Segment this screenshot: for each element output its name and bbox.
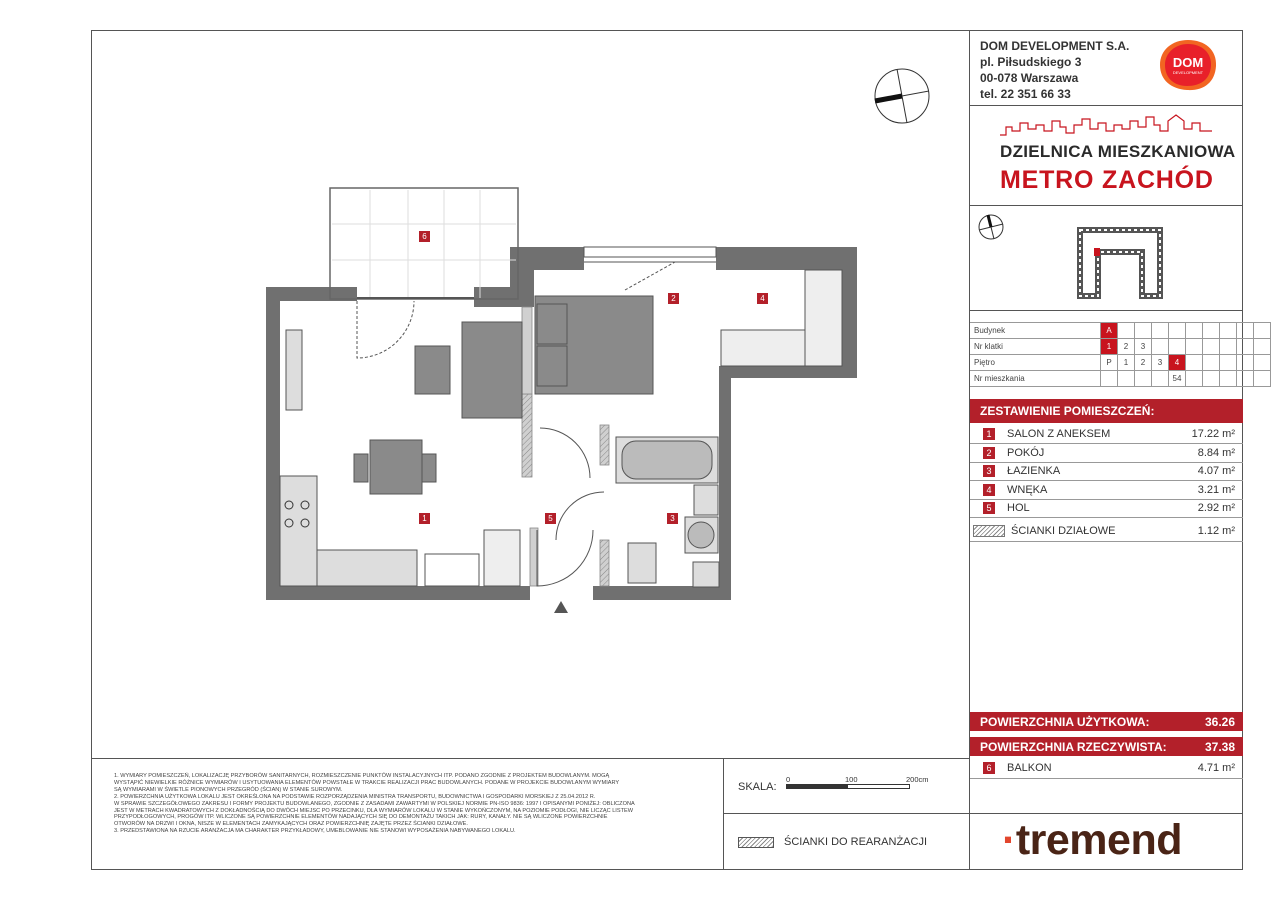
room-name: POKÓJ — [1007, 446, 1045, 459]
info-row-label: Nr klatki — [970, 339, 1101, 355]
info-cell: 3 — [1135, 339, 1152, 355]
balcony-num: 6 — [983, 762, 995, 774]
scale-tick-200: 200cm — [906, 775, 929, 784]
info-cell: A — [1101, 323, 1118, 339]
room-name: SALON Z ANEKSEM — [1007, 428, 1111, 440]
wardrobe-niche — [721, 330, 807, 366]
info-cell: 1 — [1118, 355, 1135, 371]
washing-machine-drum — [688, 522, 714, 548]
wall — [474, 287, 534, 307]
fridge — [425, 554, 479, 586]
room-area: 4.07 m² — [1197, 465, 1235, 478]
kitchen-counter — [280, 476, 317, 586]
balcony-area: 4.71 m² — [1197, 762, 1235, 774]
hall-wardrobe — [484, 530, 520, 586]
pillow — [537, 304, 567, 344]
wall — [716, 247, 857, 270]
rearrangement-label: ŚCIANKI DO REARANŻACJI — [784, 836, 928, 848]
room-num: 5 — [983, 502, 995, 514]
logo-text-dom: DOM — [1172, 55, 1204, 70]
room-name: WNĘKA — [1007, 483, 1048, 496]
note-line: PRZYPODŁOGOWYCH, PROGÓW ITP. WLICZONE SĄ POWIERZCHNIE ELEMENTÓW NADAJĄCYCH SIĘ DO DEMONTAŻU TAKICH JAK: RURY, KANAŁY. NIE SĄ WLICZONE POWIERZCHNIE — [114, 814, 608, 821]
tremend-dot: · — [1002, 816, 1016, 864]
sofa — [462, 322, 522, 418]
info-cell: 4 — [1169, 355, 1186, 371]
tremend-text: tremend — [1015, 816, 1182, 864]
entrance-marker — [554, 601, 568, 613]
chair — [354, 454, 368, 482]
balcony — [330, 188, 518, 299]
scale-label: SKALA: — [738, 781, 777, 793]
plan-label-3: 3 — [667, 513, 678, 524]
wall — [266, 287, 280, 600]
bathtub-basin — [622, 441, 712, 479]
project-line1: DZIELNICA MIESZKANIOWA — [1000, 142, 1236, 161]
plan-label-4: 4 — [757, 293, 768, 304]
wall — [593, 586, 721, 600]
note-line: SĄ WYMIARAMI W ŚWIETLE PIONOWYCH PRZEGRÓD (ŚCIAN) W STANIE SUROWYM. — [114, 786, 343, 793]
partitions-name: ŚCIANKI DZIAŁOWE — [1011, 525, 1116, 537]
partitions-area: 1.12 m² — [1197, 525, 1235, 537]
room-name: HOL — [1007, 502, 1030, 515]
info-cell: P — [1101, 355, 1118, 371]
info-cell: 2 — [1118, 339, 1135, 355]
plan-label-6: 6 — [419, 231, 430, 242]
info-row-label: Budynek — [970, 323, 1101, 339]
dining-table — [370, 440, 422, 494]
room-num: 2 — [983, 447, 995, 459]
info-row-label: Nr mieszkania — [970, 371, 1101, 387]
room-name: ŁAZIENKA — [1007, 465, 1061, 478]
info-cell: 1 — [1101, 339, 1118, 355]
company-address1: pl. Piłsudskiego 3 — [980, 55, 1082, 69]
note-line: 2. POWIERZCHNIA UŻYTKOWA LOKALU JEST OKREŚLONA NA PODSTAWIE ROZPORZĄDZENIA MINISTRA TRANSPORTU, BUDOWNICTWA I GOSPODARKI MORSKIEJ Z 25.04.2012 R. — [114, 793, 596, 800]
info-row-label: Piętro — [970, 355, 1101, 371]
rooms-header: ZESTAWIENIE POMIESZCZEŃ: — [970, 399, 1243, 423]
toilet — [628, 543, 656, 583]
chair — [422, 454, 436, 482]
note-line: OTWORÓW NA DRZWI I OKNA, NISZE W ELEMENTACH ZAMYKAJĄCYCH ORAZ POWIERZCHNIĘ ZAJĘTE PRZEZ ŚCIANKI DZIAŁOWE. — [114, 821, 468, 828]
logo-text-development: DEVELOPMENT — [1172, 70, 1204, 75]
project-line2: METRO ZACHÓD — [1000, 166, 1214, 194]
note-line: W SPRAWIE SZCZEGÓŁOWEGO ZAKRESU I FORMY PROJEKTU BUDOWLANEGO, ZGODNIE Z ZASADAMI ZAWARTYMI W POLSKIEJ NORMIE PN-ISO 9836: 1997 I OPISANYMI PONIŻEJ: OBLICZONA — [114, 800, 635, 807]
actual-area-label: POWIERZCHNIA RZECZYWISTA: — [980, 740, 1167, 754]
room-num: 4 — [983, 484, 995, 496]
usable-area-value: 36.26 — [1204, 715, 1235, 729]
note-line: WYSTĄPIĆ NIEWIELKIE RÓŻNICE WYMIARÓW I USYTUOWANIA ELEMENTÓW POWSTAŁE W TRAKCIE REALIZACJI PRAC BUDOWLANYCH. PODANE W PROJEKCIE BUDOWLANYM WYMIARY — [114, 779, 620, 786]
info-cell: 3 — [1152, 355, 1169, 371]
room-area: 17.22 m² — [1191, 428, 1235, 440]
room-num: 3 — [983, 465, 995, 477]
pillow — [537, 346, 567, 386]
wardrobe-niche-side — [805, 270, 842, 366]
room-area: 3.21 m² — [1197, 483, 1235, 496]
scale-tick-0: 0 — [786, 775, 791, 784]
note-line: JEST W METRACH KWADRATOWYCH Z DOKŁADNOŚCIĄ DO DWÓCH MIEJSC PO PRZECINKU, DLA WYMIARÓW LOKALU W STANIE WYKOŃCZONYM, NA POZIOMIE PODŁOGI, NIE LICZĄC LISTEW — [114, 807, 634, 814]
wall — [719, 366, 731, 600]
plan-label-1: 1 — [419, 513, 430, 524]
furniture — [280, 270, 842, 587]
info-cell: 54 — [1169, 371, 1186, 387]
plan-label-5: 5 — [545, 513, 556, 524]
scale-tick-100: 100 — [845, 775, 858, 784]
plan-label-2: 2 — [668, 293, 679, 304]
company-address2: 00-078 Warszawa — [980, 71, 1079, 85]
kitchen-counter-bottom — [317, 550, 417, 586]
info-cell: 2 — [1135, 355, 1152, 371]
company-phone: tel. 22 351 66 33 — [980, 87, 1071, 101]
washbasin — [694, 485, 718, 515]
room-area: 8.84 m² — [1197, 446, 1235, 459]
room-num: 1 — [983, 428, 995, 440]
company-name: DOM DEVELOPMENT S.A. — [980, 39, 1130, 53]
usable-area-label: POWIERZCHNIA UŻYTKOWA: — [980, 715, 1150, 729]
room-area: 2.92 m² — [1197, 502, 1235, 515]
actual-area-value: 37.38 — [1204, 740, 1235, 754]
wall — [719, 366, 857, 378]
note-line: 3. PRZEDSTAWIONA NA RZUCIE ARANŻACJA MA CHARAKTER PRZYKŁADOWY, UMEBLOWANIE NIE STANOWI WYPOSAŻENIA NABYWANEGO LOKALU. — [114, 828, 516, 835]
wardrobe — [286, 330, 302, 410]
balcony-name: BALKON — [1007, 762, 1052, 774]
shaft — [693, 562, 719, 587]
armchair — [415, 346, 450, 394]
wall — [266, 586, 530, 600]
note-line: 1. WYMIARY POMIESZCZEŃ, LOKALIZACJĘ PRZYBORÓW SANITARNYCH, ROZMIESZCZENIE PUNKTÓW INSTALACYJNYCH ITP. PODANO ZGODNIE Z PROJEKTEM BUDOWLANYM. MOGĄ — [114, 773, 610, 779]
